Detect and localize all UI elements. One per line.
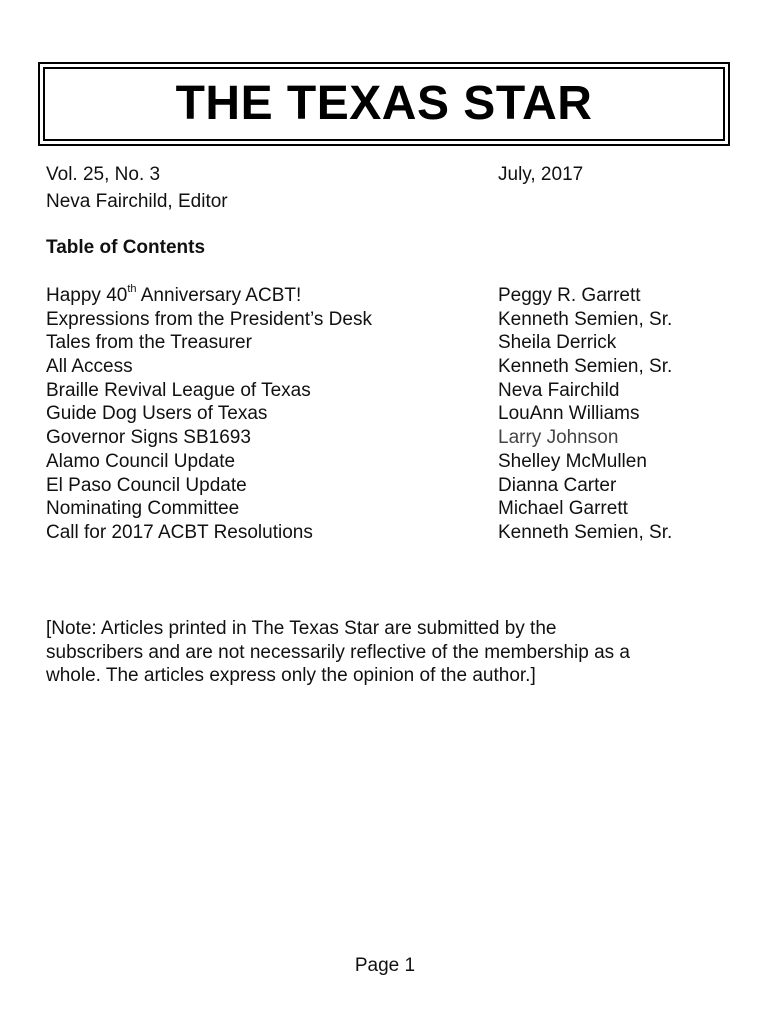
issue-volume: Vol. 25, No. 3 (46, 164, 161, 185)
toc-entry-author: Kenneth Semien, Sr. (498, 356, 673, 378)
toc-entry (46, 284, 726, 308)
toc-entry-author: Neva Fairchild (498, 379, 620, 401)
toc-entry-author: Dianna Carter (498, 474, 617, 496)
toc-entry-author: Kenneth Semien, Sr. (498, 521, 673, 543)
masthead-box (38, 62, 730, 146)
editor-line: Neva Fairchild, Editor (46, 191, 228, 212)
toc-entry-title: All Access (46, 356, 133, 378)
toc-entry (46, 450, 726, 474)
toc-entry (46, 474, 726, 498)
toc-entry-title (46, 284, 301, 308)
toc-heading: Table of Contents (46, 237, 206, 258)
ordinal-superscript: th (127, 282, 137, 295)
toc-entry-title: Nominating Committee (46, 498, 240, 520)
toc-entry-title: Tales from the Treasurer (46, 332, 252, 354)
toc-entry (46, 426, 726, 450)
toc-entry-title-prefix: Happy 40 (46, 285, 128, 306)
page-number: Page 1 (354, 955, 416, 976)
toc-entry-author: Larry Johnson (498, 427, 619, 449)
table-of-contents (46, 284, 726, 545)
toc-entry-author: Michael Garrett (498, 498, 628, 520)
toc-entry-title: Alamo Council Update (46, 450, 236, 472)
toc-entry-title: Governor Signs SB1693 (46, 427, 251, 449)
editorial-note: [Note: Articles printed in The Texas Star are submitted by the subscribers and are not necessarily reflective of the membership as a whole. The articles express only the opinion of the author.] (46, 618, 630, 686)
newsletter-title: THE TEXAS STAR (175, 77, 593, 130)
toc-entry (46, 521, 726, 545)
issue-date: July, 2017 (498, 164, 584, 185)
toc-entry (46, 497, 726, 521)
toc-entry (46, 308, 726, 332)
toc-entry (46, 355, 726, 379)
toc-entry-author: Shelley McMullen (498, 450, 647, 472)
toc-entry-title: Call for 2017 ACBT Resolutions (46, 521, 313, 543)
toc-entry-author: Sheila Derrick (498, 332, 617, 354)
toc-entry-title: Guide Dog Users of Texas (46, 403, 268, 425)
toc-entry-author: Peggy R. Garrett (498, 285, 641, 306)
toc-entry-title-suffix: Anniversary ACBT! (136, 285, 302, 306)
toc-entry (46, 379, 726, 403)
toc-entry-title: Braille Revival League of Texas (46, 379, 311, 401)
toc-entry-author: LouAnn Williams (498, 403, 640, 425)
masthead-inner-border (43, 67, 725, 141)
toc-entry (46, 402, 726, 426)
toc-entry (46, 331, 726, 355)
toc-entry-author: Kenneth Semien, Sr. (498, 308, 673, 330)
toc-entry-title: Expressions from the President’s Desk (46, 308, 372, 330)
toc-entry-title: El Paso Council Update (46, 474, 247, 496)
